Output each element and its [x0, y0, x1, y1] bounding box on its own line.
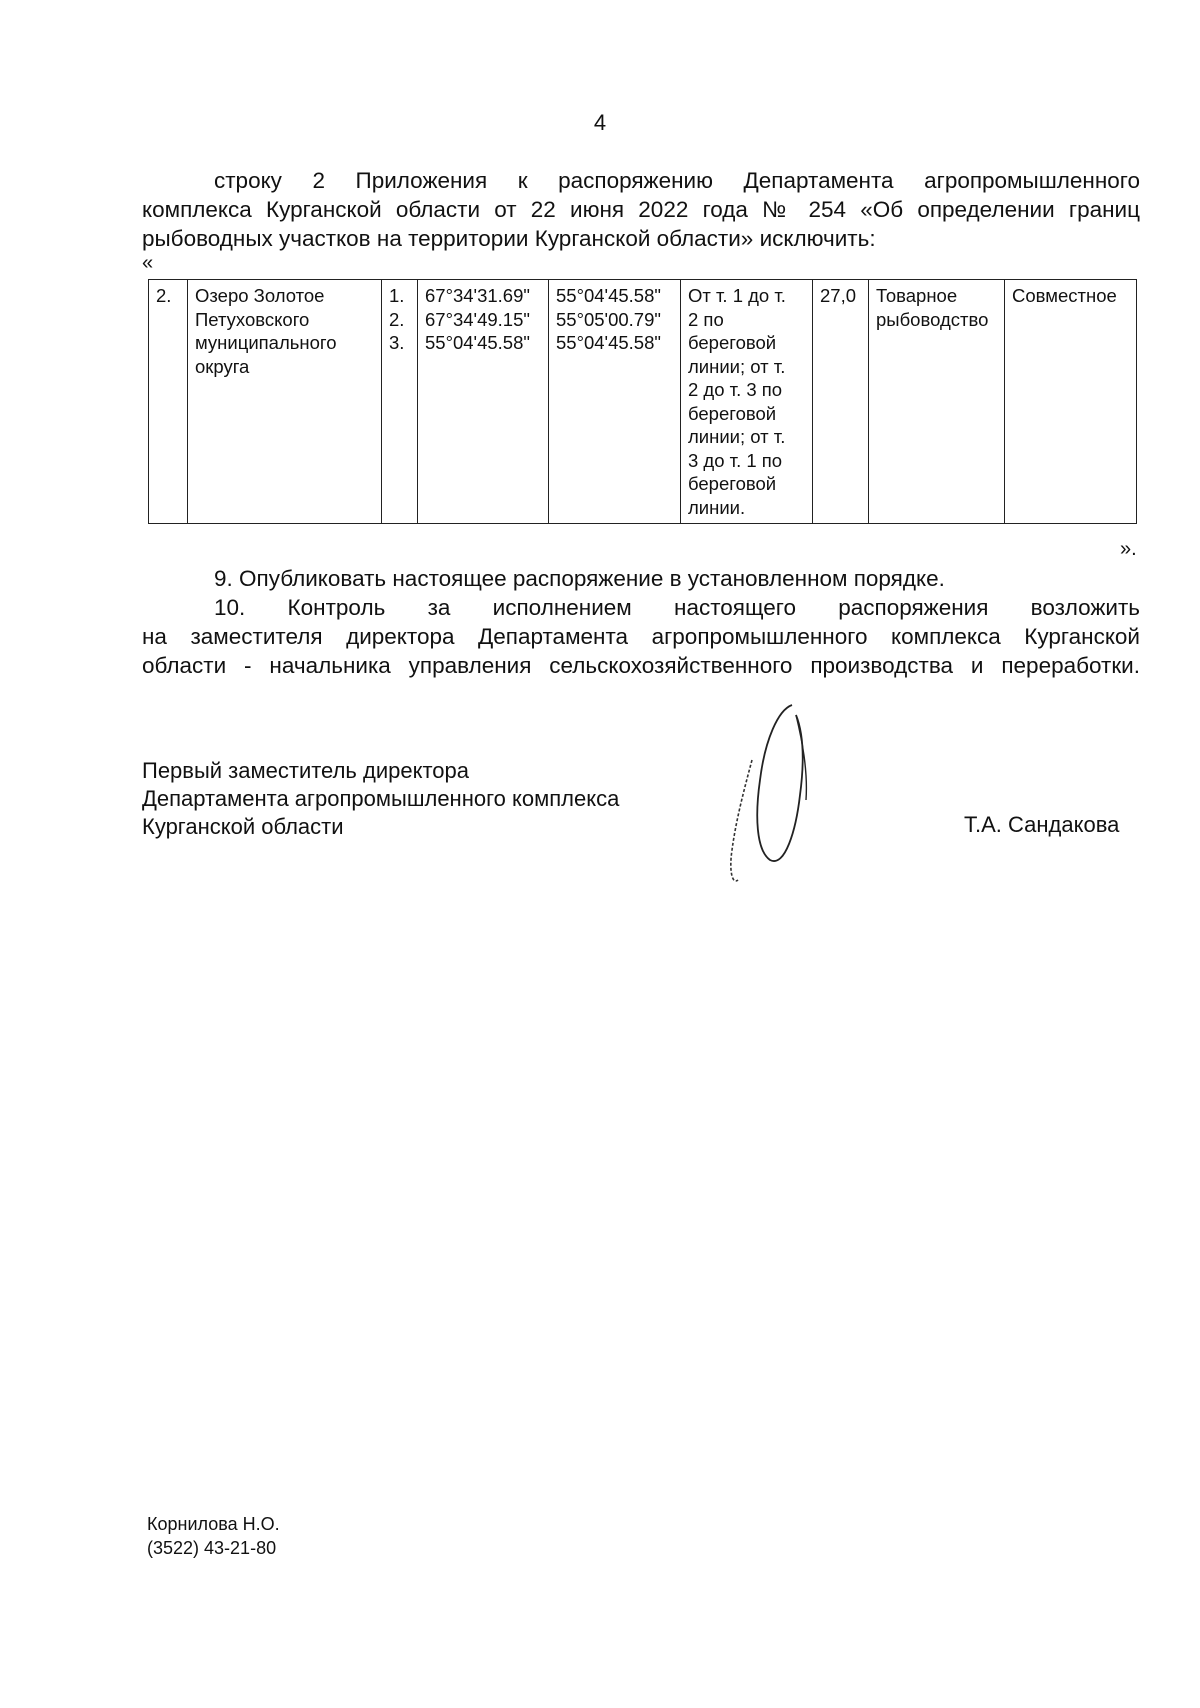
executor-info — [147, 1512, 280, 1560]
item-10-line-2: на заместителя директора Департамента агропромышленного комплекса Курганской — [142, 624, 1140, 649]
boundary-line: береговой — [688, 402, 777, 424]
signer-name: Т.А. Сандакова — [964, 812, 1120, 837]
closing-quote: ». — [1120, 538, 1137, 560]
water-body-name-cell — [188, 280, 382, 524]
table-row — [149, 280, 1137, 524]
point-numbers-cell — [382, 280, 418, 524]
point-number: 2. — [389, 308, 405, 330]
signer-title-line: Департамента агропромышленного комплекса — [142, 786, 620, 811]
item-10-paragraph — [142, 593, 1140, 680]
page-number: 4 — [593, 110, 607, 135]
name-line: Петуховского — [195, 308, 310, 330]
item-9-paragraph — [142, 564, 1140, 593]
latitude-value: 67°34'49.15" — [425, 308, 530, 330]
boundary-line: береговой — [688, 332, 777, 353]
boundary-line: линии. — [688, 496, 746, 518]
type-line: Товарное — [876, 285, 958, 306]
latitude-value: 67°34'31.69" — [425, 285, 530, 306]
name-line: муниципального — [195, 332, 337, 353]
intro-line-2: комплекса Курганской области от 22 июня 2022 года № 254 «Об определении границ — [142, 197, 1140, 222]
boundary-line: 2 по — [688, 308, 724, 330]
longitude-value: 55°05'00.79" — [556, 308, 661, 330]
longitude-cell — [549, 280, 681, 524]
fish-farming-table — [148, 279, 1137, 524]
item-9-line: 9. Опубликовать настоящее распоряжение в установленном порядке. — [214, 566, 945, 591]
intro-line-1: строку 2 Приложения к распоряжению Департамента агропромышленного — [214, 168, 1140, 193]
executor-name: Корнилова Н.О. — [147, 1514, 280, 1534]
signer-title-line: Курганской области — [142, 814, 344, 839]
longitude-value: 55°04'45.58" — [556, 332, 661, 353]
point-number: 1. — [389, 285, 405, 306]
latitude-value: 55°04'45.58" — [425, 332, 530, 353]
signer-title — [142, 757, 619, 841]
longitude-value: 55°04'45.58" — [556, 285, 661, 306]
name-line: округа — [195, 355, 250, 377]
signer-title-line: Первый заместитель директора — [142, 758, 469, 783]
handwritten-signature — [730, 700, 840, 900]
type-line: рыбоводство — [876, 308, 989, 330]
point-number: 3. — [389, 332, 405, 353]
boundary-line: береговой — [688, 473, 777, 494]
item-10-line-1: 10. Контроль за исполнением настоящего распоряжения возложить — [214, 595, 1140, 620]
boundary-line: линии; от т. — [688, 355, 786, 377]
intro-line-3: рыбоводных участков на территории Курганской области» исключить: — [142, 226, 876, 251]
boundary-line: От т. 1 до т. — [688, 285, 786, 306]
item-10-line-3: области - начальника управления сельскохозяйственного производства и переработки. — [142, 653, 1140, 678]
opening-quote: « — [142, 252, 154, 274]
boundary-line: линии; от т. — [688, 426, 786, 447]
boundary-line: 2 до т. 3 по — [688, 379, 783, 400]
intro-paragraph — [142, 166, 1140, 253]
name-line: Озеро Золотое — [195, 285, 325, 306]
boundary-line: 3 до т. 1 по — [688, 449, 783, 471]
area-cell: 27,0 — [813, 280, 869, 524]
row-number-cell: 2. — [149, 280, 188, 524]
latitude-cell — [418, 280, 549, 524]
usage-type-cell: Совместное — [1005, 280, 1137, 524]
executor-phone: (3522) 43-21-80 — [147, 1538, 277, 1558]
fish-farming-type-cell — [869, 280, 1005, 524]
boundary-description-cell — [681, 280, 813, 524]
